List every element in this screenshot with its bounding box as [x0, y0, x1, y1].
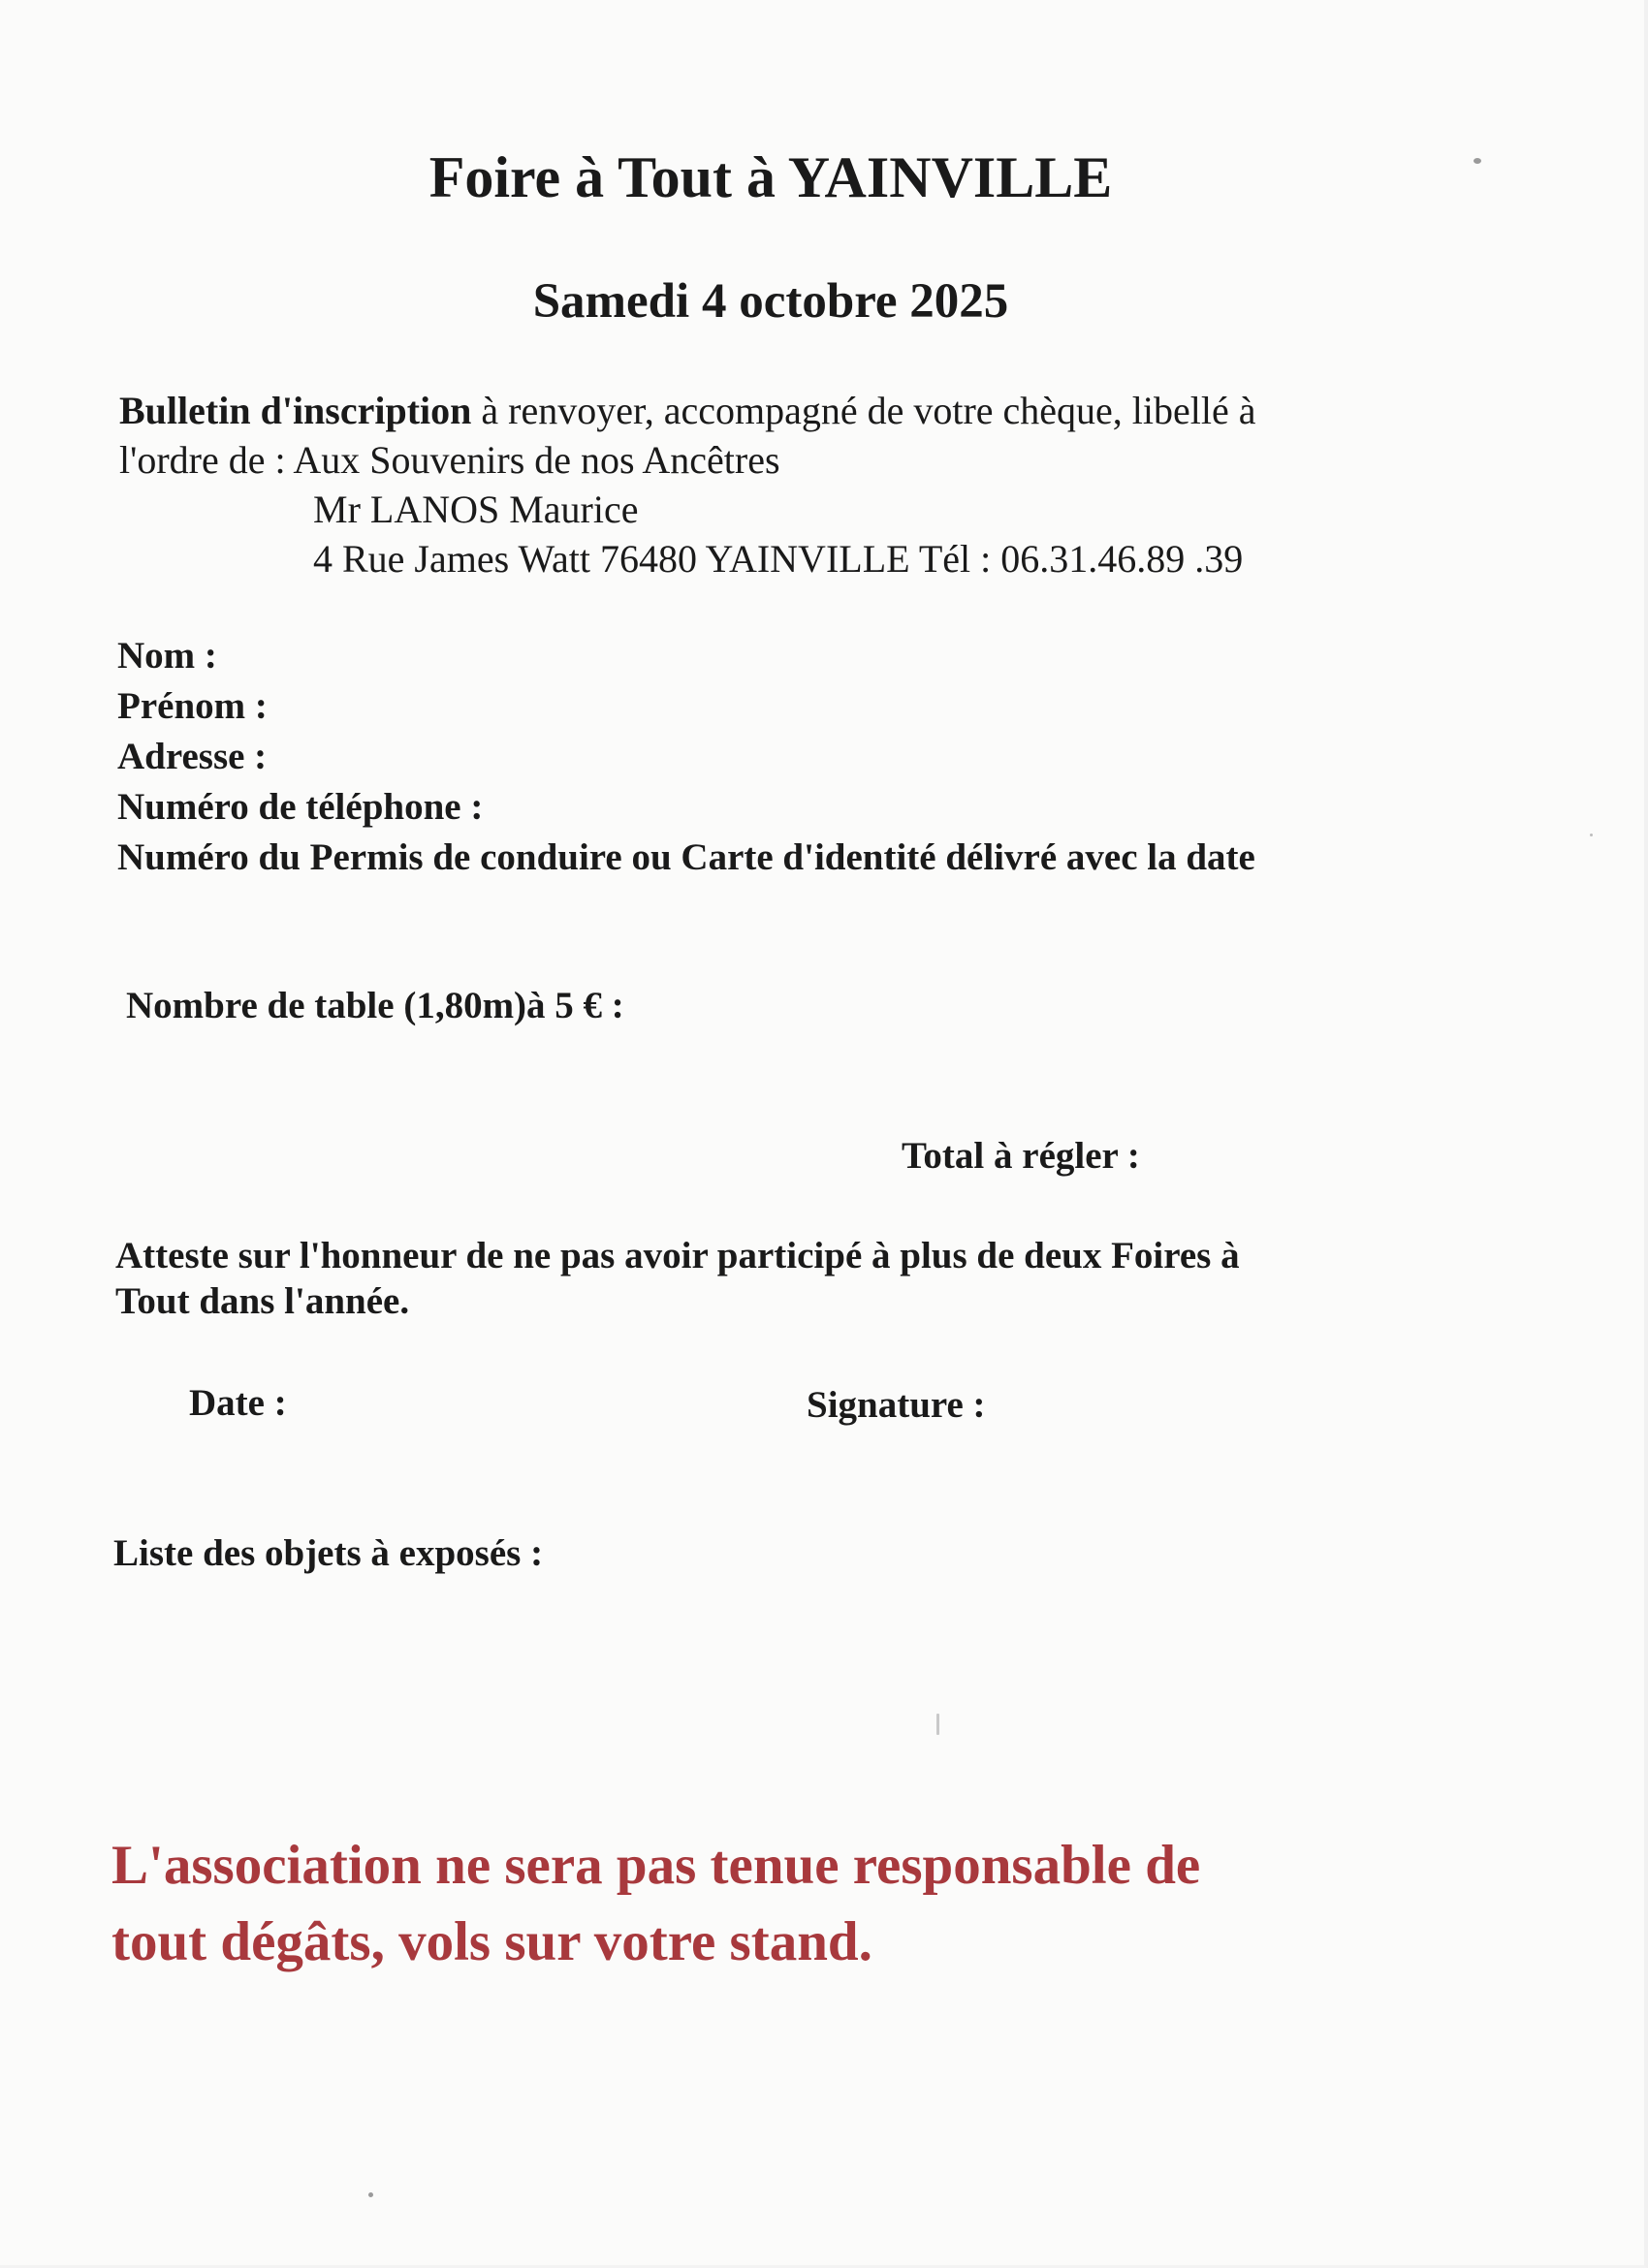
- warning-line-2: tout dégâts, vols sur votre stand.: [111, 1911, 872, 1972]
- attestation-line-1: Atteste sur l'honneur de ne pas avoir participé à plus de deux Foires à: [115, 1235, 1240, 1276]
- intro-line-4-wrap: [119, 534, 1256, 583]
- registration-intro: [119, 386, 1256, 583]
- scan-speck: [1474, 158, 1481, 164]
- warning-line-1: L'association ne sera pas tenue responsable de: [111, 1835, 1201, 1896]
- tables-count-label: Nombre de table (1,80m)à 5 € :: [126, 985, 624, 1026]
- field-adresse: Adresse :: [117, 736, 268, 777]
- liability-warning: [111, 1827, 1517, 1980]
- intro-bold-lead: Bulletin d'inscription: [119, 389, 472, 432]
- field-permis: Numéro du Permis de conduire ou Carte d'identité délivré avec la date: [117, 836, 1255, 878]
- field-telephone: Numéro de téléphone :: [117, 786, 484, 828]
- page-title: Foire à Tout à YAINVILLE: [428, 145, 1113, 209]
- field-prenom: Prénom :: [117, 685, 268, 727]
- intro-line-2: l'ordre de : Aux Souvenirs de nos Ancêtres: [119, 438, 780, 482]
- total-label: Total à régler :: [902, 1135, 1140, 1177]
- signature-label: Signature :: [807, 1384, 986, 1426]
- intro-contact-name: Mr LANOS Maurice: [313, 488, 639, 531]
- intro-line-1-rest: à renvoyer, accompagné de votre chèque, libellé à: [471, 389, 1256, 432]
- scan-speck: [1590, 834, 1593, 836]
- intro-line-1: [119, 386, 1256, 435]
- intro-line-3-wrap: [119, 485, 1256, 534]
- scan-speck: [368, 2192, 373, 2197]
- objects-list-label: Liste des objets à exposés :: [113, 1532, 544, 1574]
- applicant-fields: [117, 631, 1255, 883]
- attestation: [115, 1233, 1473, 1324]
- date-label: Date :: [189, 1382, 287, 1424]
- intro-contact-address: 4 Rue James Watt 76480 YAINVILLE Tél : 06.31.46.89 .39: [313, 537, 1244, 581]
- field-nom: Nom :: [117, 635, 217, 677]
- scan-speck: [936, 1714, 939, 1735]
- event-date: Samedi 4 octobre 2025: [532, 274, 1009, 329]
- attestation-line-2: Tout dans l'année.: [115, 1280, 410, 1322]
